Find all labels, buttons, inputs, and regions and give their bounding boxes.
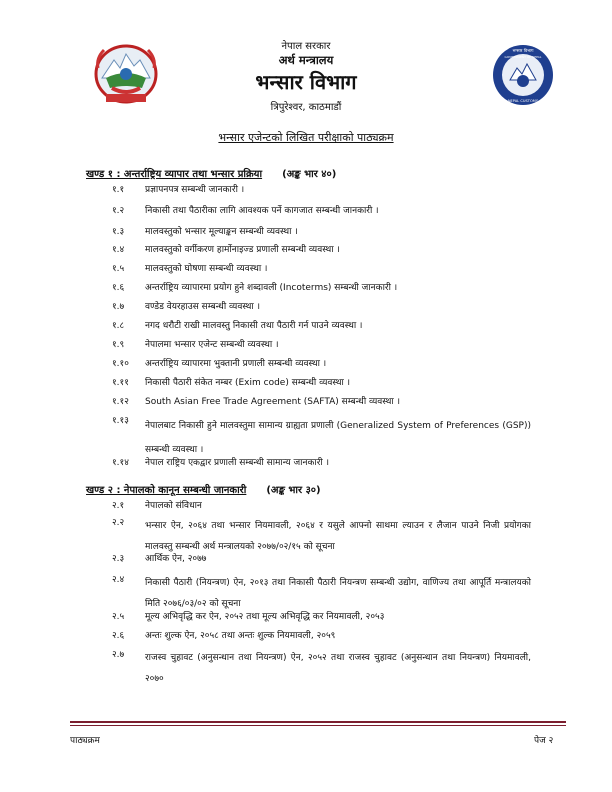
item-number: २.४ (112, 575, 125, 585)
item-text: मूल्य अभिवृद्धि कर ऐन, २०५२ तथा मूल्य अभिवृद्धि कर नियमावली, २०५३ (145, 612, 385, 622)
section-title: खण्ड २ : नेपालको कानून सम्बन्धी जानकारी (86, 485, 247, 496)
section-weight: (अङ्क भार ४०) (282, 169, 337, 180)
item-text: अन्तः शुल्क ऐन, २०५८ तथा अन्तः शुल्क नियमावली, २०५९ (145, 631, 336, 641)
item-text: नेपालबाट निकासी हुने मालवस्तुमा सामान्य ग्राह्यता प्रणाली (Generalized System of Preferences (GSP)) सम्बन्धी व्यवस्था । (145, 421, 531, 455)
item-text: नगद धरौटी राखी मालवस्तु निकासी तथा पैठारी गर्न पाउने व्यवस्था । (145, 321, 363, 331)
item-text: भन्सार ऐन, २०६४ तथा भन्सार नियमावली, २०६४ र यसुले आफ्नो साथमा ल्याउन र लैजान पाउने निजी प्रयोगका मालवस्तु सम्बन्धी अर्थ मन्त्रालयको २०७७/०२/१५ को सूचना (145, 521, 531, 552)
item-text: मालवस्तुको घोषणा सम्बन्धी व्यवस्था । (145, 264, 268, 274)
item-number: १.५ (112, 264, 125, 274)
page-number: पेज २ (534, 736, 554, 746)
item-text: प्रज्ञापनपत्र सम्बन्धी जानकारी । (145, 185, 245, 195)
item-number: २.१ (112, 501, 125, 511)
item-text: अन्तर्राष्ट्रिय व्यापारमा भुक्तानी प्रणाली सम्बन्धी व्यवस्था । (145, 359, 327, 369)
section-weight: (अङ्क भार ३०) (266, 485, 321, 496)
item-number: २.५ (112, 612, 125, 622)
section-title: खण्ड १ : अन्तर्राष्ट्रिय व्यापार तथा भन्सार प्रक्रिया (86, 169, 263, 180)
item-number: १.१४ (112, 458, 129, 468)
government-name: नेपाल सरकार (281, 41, 331, 52)
item-text: निकासी तथा पैठारीका लागि आवश्यक पर्ने कागजात सम्बन्धी जानकारी । (145, 206, 379, 216)
item-number: १.४ (112, 245, 125, 255)
item-text: मालवस्तुको वर्गीकरण हार्मोनाइज्ड प्रणाली सम्बन्धी व्यवस्था । (145, 245, 340, 255)
item-text: निकासी पैठारी संकेत नम्बर (Exim code) सम्बन्धी व्यवस्था । (145, 378, 351, 388)
item-number: १.१० (112, 359, 129, 369)
item-text: अन्तर्राष्ट्रिय व्यापारमा प्रयोग हुने शब्दावली (Incoterms) सम्बन्धी जानकारी । (145, 283, 398, 293)
department-name: भन्सार विभाग (255, 70, 357, 94)
item-number: २.६ (112, 631, 125, 641)
item-text: South Asian Free Trade Agreement (SAFTA) सम्बन्धी व्यवस्था । (145, 397, 400, 407)
item-text: निकासी पैठारी (नियन्त्रण) ऐन, २०१३ तथा निकासी पैठारी नियन्त्रण सम्बन्धी उद्योग, वाणिज्य तथा आपूर्ति मन्त्रालयको मिति २०७६/०३/०२ को सूचना (145, 578, 531, 609)
item-text: नेपालको संविधान (145, 501, 202, 511)
address: त्रिपुरेश्वर, काठमाडौं (270, 102, 342, 113)
item-number: १.१ (112, 185, 125, 195)
item-number: १.१२ (112, 397, 129, 407)
item-number: २.३ (112, 554, 125, 564)
logo-top-text: भन्सार विभाग (512, 48, 534, 53)
item-number: १.११ (112, 378, 129, 388)
ministry-name: अर्थ मन्त्रालय (278, 53, 334, 67)
item-number: २.२ (112, 518, 125, 528)
logo-bottom-text: NEPAL CUSTOMS (507, 99, 539, 103)
footer-divider (70, 721, 566, 723)
item-number: १.७ (112, 302, 125, 312)
item-text: आर्थिक ऐन, २०७७ (145, 554, 207, 564)
item-number: १.१३ (112, 416, 129, 426)
item-number: १.३ (112, 227, 125, 237)
footer-label: पाठ्यक्रम (70, 736, 100, 746)
item-text: राजस्व चुहावट (अनुसन्धान तथा नियन्त्रण) ऐन, २०५२ तथा राजस्व चुहावट (अनुसन्धान तथा नियन्त्रण) नियमावली, २०७० (145, 653, 531, 684)
item-number: १.९ (112, 340, 125, 350)
item-text: नेपालमा भन्सार एजेन्ट सम्बन्धी व्यवस्था । (145, 340, 279, 350)
logo-ring-text: GOVERNMENT OF NEPAL (504, 55, 542, 59)
section-1-heading (86, 166, 336, 180)
item-number: १.८ (112, 321, 125, 331)
item-number: १.२ (112, 206, 125, 216)
section-2-heading (86, 482, 321, 496)
item-number: १.६ (112, 283, 125, 293)
footer-divider-thin (70, 725, 566, 726)
item-text: मालवस्तुको भन्सार मूल्याङ्कन सम्बन्धी व्यवस्था । (145, 227, 298, 237)
item-number: २.७ (112, 650, 125, 660)
item-text: नेपाल राष्ट्रिय एकद्वार प्रणाली सम्बन्धी सामान्य जानकारी । (145, 458, 330, 468)
item-text: वण्डेड वेयरहाउस सम्बन्धी व्यवस्था । (145, 302, 261, 312)
document-title: भन्सार एजेन्टको लिखित परीक्षाको पाठ्यक्रम (218, 131, 394, 144)
